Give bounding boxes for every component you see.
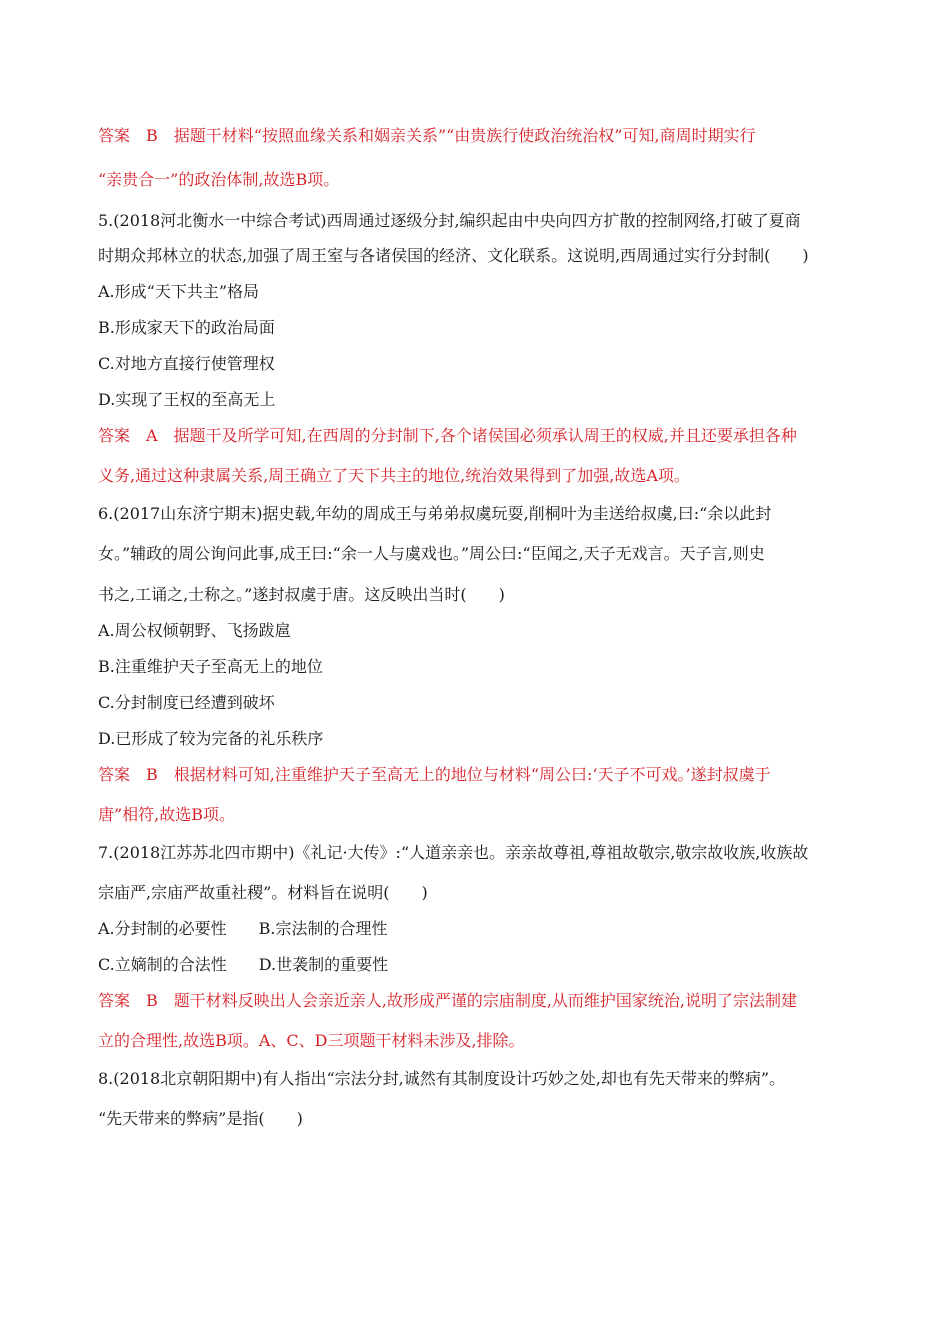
question-8-stem-line-2: “先天带来的弊病”是指( ) [98,1109,303,1128]
question-5-option-c: C.对地方直接行使管理权 [98,354,275,373]
question-6-stem-line-3: 书之,工诵之,士称之。”遂封叔虞于唐。这反映出当时( ) [98,585,505,604]
question-6-stem-line-2: 女。”辅政的周公询问此事,成王曰:“余一人与虞戏也。”周公曰:“臣闻之,天子无戏言。天子言,则史 [98,544,765,563]
answer-6-line-1: 答案 B 根据材料可知,注重维护天子至高无上的地位与材料“周公曰:‘天子不可戏。’遂封叔虞于 [98,765,771,784]
question-6-stem-line-1: 6.(2017山东济宁期末)据史载,年幼的周成王与弟弟叔虞玩耍,削桐叶为圭送给叔虞,曰:“余以此封 [98,504,772,523]
answer-4-line-1: 答案 B 据题干材料“按照血缘关系和姻亲关系”“由贵族行使政治统治权”可知,商周时期实行 [98,126,756,145]
question-5-option-d: D.实现了王权的至高无上 [98,390,276,409]
question-5-option-a: A.形成“天下共主”格局 [98,282,260,301]
answer-6-line-2: 唐”相符,故选B项。 [98,805,236,824]
answer-7-line-2: 立的合理性,故选B项。A、C、D三项题干材料未涉及,排除。 [98,1031,525,1050]
question-6-option-d: D.已形成了较为完备的礼乐秩序 [98,729,324,748]
question-7-stem-line-1: 7.(2018江苏苏北四市期中)《礼记·大传》:“人道亲亲也。亲亲故尊祖,尊祖故敬宗,敬宗故收族,收族故 [98,843,809,862]
answer-5-line-1: 答案 A 据题干及所学可知,在西周的分封制下,各个诸侯国必须承认周王的权威,并且还要承担各种 [98,426,797,445]
question-7-stem-line-2: 宗庙严,宗庙严故重社稷”。材料旨在说明( ) [98,883,428,902]
question-6-option-b: B.注重维护天子至高无上的地位 [98,657,323,676]
question-8-stem-line-1: 8.(2018北京朝阳期中)有人指出“宗法分封,诚然有其制度设计巧妙之处,却也有先天带来的弊病”。 [98,1069,786,1088]
question-6-option-c: C.分封制度已经遭到破坏 [98,693,275,712]
question-5-stem-line-1: 5.(2018河北衡水一中综合考试)西周通过逐级分封,编织起由中央向四方扩散的控制网络,打破了夏商 [98,211,801,230]
answer-7-line-1: 答案 B 题干材料反映出人会亲近亲人,故形成严谨的宗庙制度,从而维护国家统治,说明了宗法制建 [98,991,798,1010]
answer-5-line-2: 义务,通过这种隶属关系,周王确立了天下共主的地位,统治效果得到了加强,故选A项。 [98,466,690,485]
question-7-options-cd: C.立嫡制的合法性 D.世袭制的重要性 [98,955,389,974]
question-6-option-a: A.周公权倾朝野、飞扬跋扈 [98,621,291,640]
question-5-option-b: B.形成家天下的政治局面 [98,318,275,337]
answer-4-line-2: “亲贵合一”的政治体制,故选B项。 [98,170,340,189]
question-5-stem-line-2: 时期众邦林立的状态,加强了周王室与各诸侯国的经济、文化联系。这说明,西周通过实行分封制( ) [98,246,809,265]
question-7-options-ab: A.分封制的必要性 B.宗法制的合理性 [98,919,388,938]
